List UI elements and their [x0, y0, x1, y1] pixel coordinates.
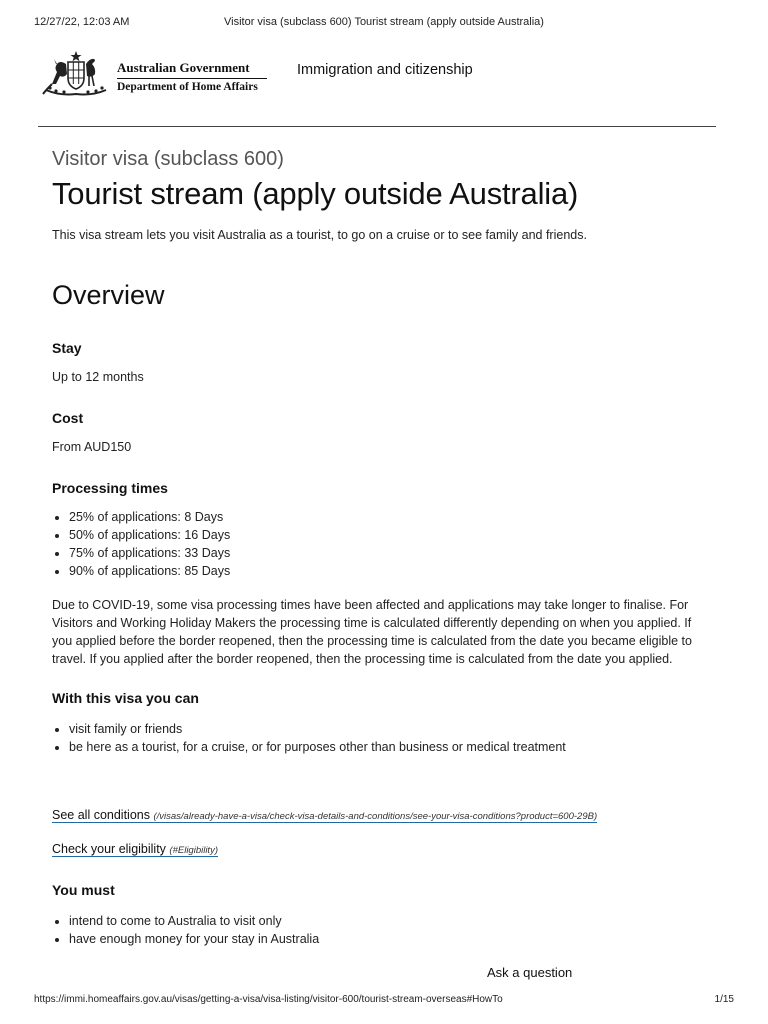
dept-name: Department of Home Affairs: [117, 81, 258, 93]
covid-note: Due to COVID-19, some visa processing times have been affected and applications may take longer to finalise. For Visitors and Working Holiday Makers the processing time is calculated differently depending on when you applied. If you applied before the border reopened, then the processing time is calculated from the date you became eligible to travel. If you applied after the border reopened, then the processing time is calculated from the date you applied.: [52, 598, 692, 666]
page-intro: This visa stream lets you visit Australia as a tourist, to go on a cruise or to see family and friends.: [52, 228, 587, 242]
coat-of-arms-icon: [40, 50, 112, 98]
immigration-citizenship-link[interactable]: Immigration and citizenship: [297, 62, 473, 78]
cost-heading: Cost: [52, 410, 84, 426]
print-date: 12/27/22, 12:03 AM: [34, 16, 130, 28]
list-item: • 75% of applications: 33 Days: [69, 544, 702, 562]
stay-value: Up to 12 months: [52, 370, 144, 384]
header-divider: [38, 126, 716, 127]
processing-list: [52, 508, 702, 580]
processing-heading: Processing times: [52, 480, 168, 496]
can-list: [52, 720, 702, 756]
must-heading: You must: [52, 882, 115, 898]
print-url: https://immi.homeaffairs.gov.au/visas/getting-a-visa/visa-listing/visitor-600/tourist-stream-overseas#HowTo: [34, 994, 503, 1005]
check-eligibility-label: Check your eligibility: [52, 842, 166, 856]
ask-a-question-button[interactable]: Ask a question: [487, 965, 573, 980]
list-item: • intend to come to Australia to visit only: [69, 912, 702, 930]
stay-heading: Stay: [52, 340, 82, 356]
list-item: • be here as a tourist, for a cruise, or for purposes other than business or medical treatment: [69, 738, 702, 756]
conditions-row: [52, 806, 702, 826]
see-all-conditions-link[interactable]: [52, 808, 597, 823]
main-content: [52, 146, 702, 948]
cost-value: From AUD150: [52, 440, 132, 454]
gov-name: Australian Government: [117, 60, 250, 75]
print-title: Visitor visa (subclass 600) Tourist stream (apply outside Australia): [224, 16, 544, 28]
list-item: • have enough money for your stay in Australia: [69, 930, 702, 948]
conditions-url: (/visas/already-have-a-visa/check-visa-details-and-conditions/see-your-visa-conditions?product=600-29B): [153, 811, 598, 822]
page-title: Tourist stream (apply outside Australia): [52, 176, 579, 211]
see-all-conditions-label: See all conditions: [52, 808, 150, 822]
list-item: • 50% of applications: 16 Days: [69, 526, 702, 544]
list-item: • 25% of applications: 8 Days: [69, 508, 702, 526]
eligibility-url: (#Eligibility): [169, 845, 218, 856]
logo-divider: [117, 78, 267, 79]
print-page-number: 1/15: [714, 994, 734, 1005]
australian-government-logo[interactable]: [40, 50, 272, 100]
page-supertitle: Visitor visa (subclass 600): [52, 148, 284, 170]
can-heading: With this visa you can: [52, 690, 199, 706]
list-item: • visit family or friends: [69, 720, 702, 738]
check-eligibility-link[interactable]: [52, 842, 218, 857]
must-list: [52, 912, 702, 948]
eligibility-row: [52, 840, 702, 860]
overview-heading: Overview: [52, 280, 165, 310]
list-item: • 90% of applications: 85 Days: [69, 562, 702, 580]
